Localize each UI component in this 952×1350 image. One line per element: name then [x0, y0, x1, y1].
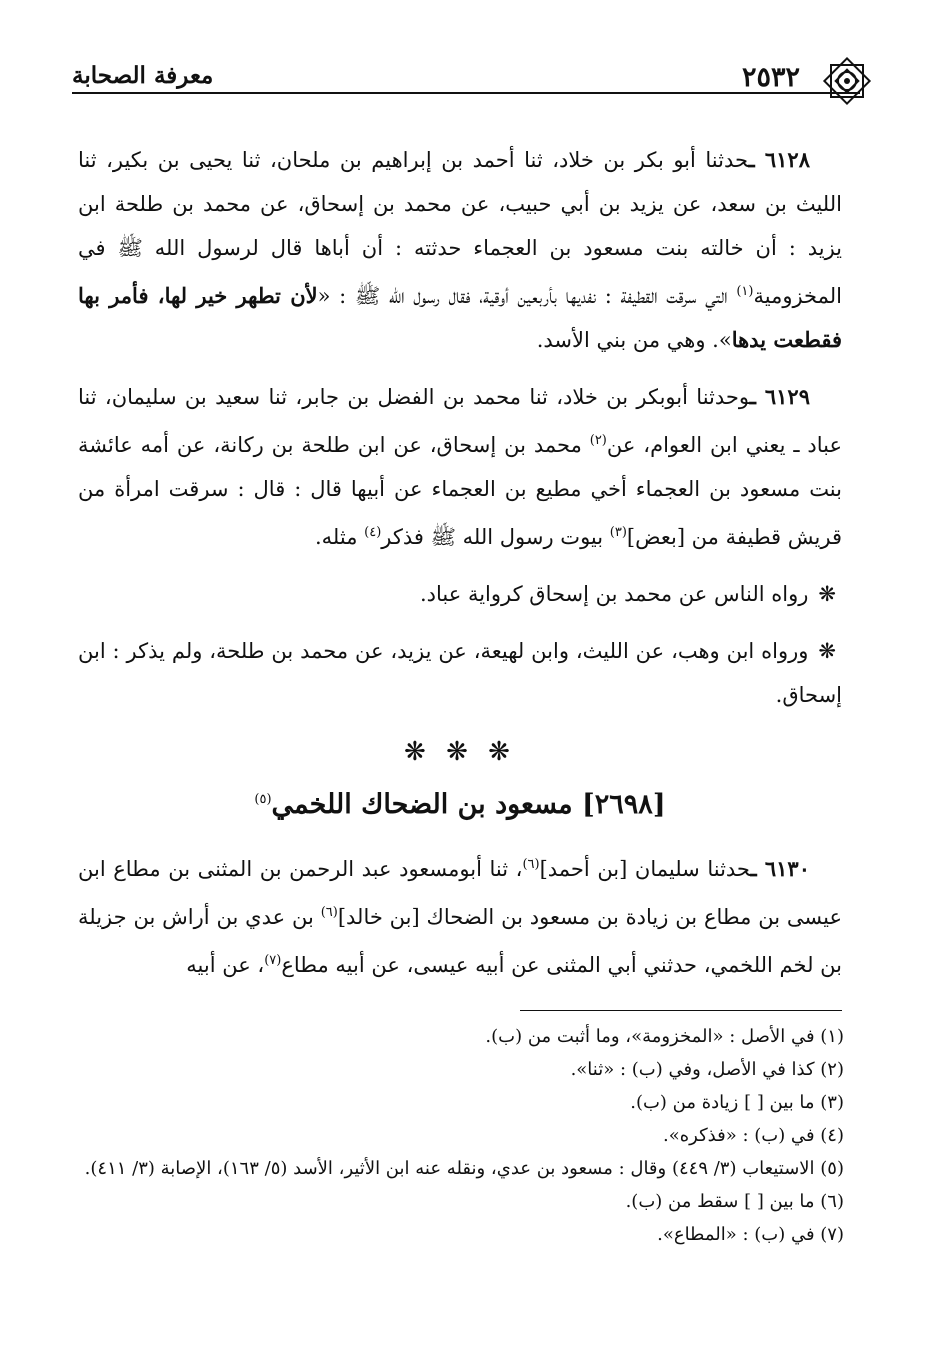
- hadith-text: وحدثنا أبوبكر بن خلاد، ثنا محمد بن الفضل بن جابر، ثنا سعيد بن سليمان، ثنا عباد ـ يعني ابن العوام، عن: [78, 385, 842, 457]
- section-title-text: [٢٦٩٨] مسعود بن الضحاك اللخمي: [271, 789, 666, 820]
- hadith-text: حدثنا سليمان [بن أحمد]: [539, 857, 751, 881]
- header-rule: [72, 92, 860, 94]
- hadith-6129: [78, 375, 842, 559]
- footnote-ref-7[interactable]: (٧): [264, 953, 282, 968]
- hadith-6130: [78, 843, 842, 987]
- footnote-4: (٤) في (ب) : «فذكره».: [662, 1125, 844, 1146]
- footnote-ref-4[interactable]: (٤): [364, 525, 382, 540]
- footnote-separator: [520, 1010, 842, 1011]
- footnote-6: (٦) ما بين [ ] سقط من (ب).: [625, 1191, 844, 1212]
- footnote-ref-2[interactable]: (٢): [589, 433, 607, 448]
- note-2: [78, 629, 842, 717]
- hadith-text: حدثنا أبو بكر بن خلاد، ثنا أحمد بن إبراهيم بن ملحان، ثنا يحيى بن بكير، ثنا الليث بن سعد، عن يزيد بن أبي حبيب، عن محمد بن إسحاق، عن محمد بن طلحة ابن يزيد : أن خالته بنت مسعود بن العجماء حدثته : أن أباها قال لرسول الله ﷺ في المخزومية: [78, 148, 842, 308]
- ornament-star-icon: [820, 54, 874, 108]
- footnote-ref-3[interactable]: (٣): [609, 525, 627, 540]
- hadith-text: التي سرقت القطيفة : نفديها بأربعين أوقية، فقال رسول الله ﷺ : «: [317, 284, 737, 308]
- footnote-ref-1[interactable]: (١): [736, 284, 754, 299]
- asterism-icon: ❋: [818, 582, 836, 606]
- hadith-number: ٦١٢٨ ـ: [748, 147, 810, 172]
- note-1: [78, 572, 842, 616]
- footnote-ref-6[interactable]: (٦): [522, 857, 540, 872]
- footnote-1: (١) في الأصل : «المخزومة»، وما أثبت من (ب).: [485, 1026, 844, 1047]
- hadith-text: مثله.: [315, 525, 365, 549]
- hadith-text: محمد بن إسحاق، عن ابن طلحة بن ركانة، عن أمه عائشة بنت مسعود بن العجماء أخي مطيع بن العجماء عن أبيها قال : قال : سرقت امرأة من قريش قطيفة من [بعض]: [78, 433, 842, 549]
- hadith-number: ٦١٢٩ ـ: [749, 384, 810, 409]
- note-text: رواه الناس عن محمد بن إسحاق كرواية عباد.: [419, 582, 809, 606]
- running-title: معرفة الصحابة: [72, 62, 214, 89]
- prophetic-saying: لأن تطهر خير لها، فأمر بها فقطعت يدها: [78, 283, 842, 352]
- note-text: ورواه ابن وهب، عن الليث، وابن لهيعة، عن يزيد، عن محمد بن طلحة، ولم يذكر : ابن إسحاق.: [78, 639, 842, 707]
- footnote-7: (٧) في (ب) : «المطاع».: [657, 1224, 844, 1245]
- hadith-6128: [78, 138, 842, 362]
- hadith-text: ». وهي من بني الأسد.: [536, 328, 732, 352]
- hadith-text: ، ثنا أبومسعود عبد الرحمن بن المثنى بن مطاع ابن عيسى بن مطاع بن زيادة بن مسعود بن الضحاك [بن خالد]: [78, 857, 842, 929]
- footnote-2: (٢) كذا في الأصل، وفي (ب) : «ثنا».: [570, 1059, 844, 1080]
- asterism-icon: ❋: [818, 639, 836, 663]
- main-text: [78, 138, 842, 1000]
- hadith-text: بيوت رسول الله ﷺ فذكر: [381, 525, 610, 549]
- footnote-ref-5[interactable]: (٥): [254, 792, 272, 807]
- footnote-3: (٣) ما بين [ ] زيادة من (ب).: [630, 1092, 844, 1113]
- section-title: [78, 778, 842, 827]
- footnote-ref-6[interactable]: (٦): [320, 905, 338, 920]
- footnotes: [80, 1020, 844, 1251]
- hadith-text: ، عن أبيه: [186, 953, 265, 977]
- section-divider: ❋ ❋ ❋: [404, 737, 516, 767]
- hadith-text: بن عدي بن أراش بن جزيلة بن لخم اللخمي، حدثني أبي المثنى عن أبيه عيسى، عن أبيه مطاع: [78, 905, 842, 977]
- page-number: ٢٥٣٢: [741, 62, 800, 93]
- footnote-5: (٥) الاستيعاب (٣/ ٤٤٩) وقال : مسعود بن عدي، ونقله عنه ابن الأثير، الأسد (٥/ ١٦٣)، الإصابة (٣/ ٤١١).: [84, 1158, 844, 1179]
- hadith-number: ٦١٣٠ ـ: [750, 856, 810, 881]
